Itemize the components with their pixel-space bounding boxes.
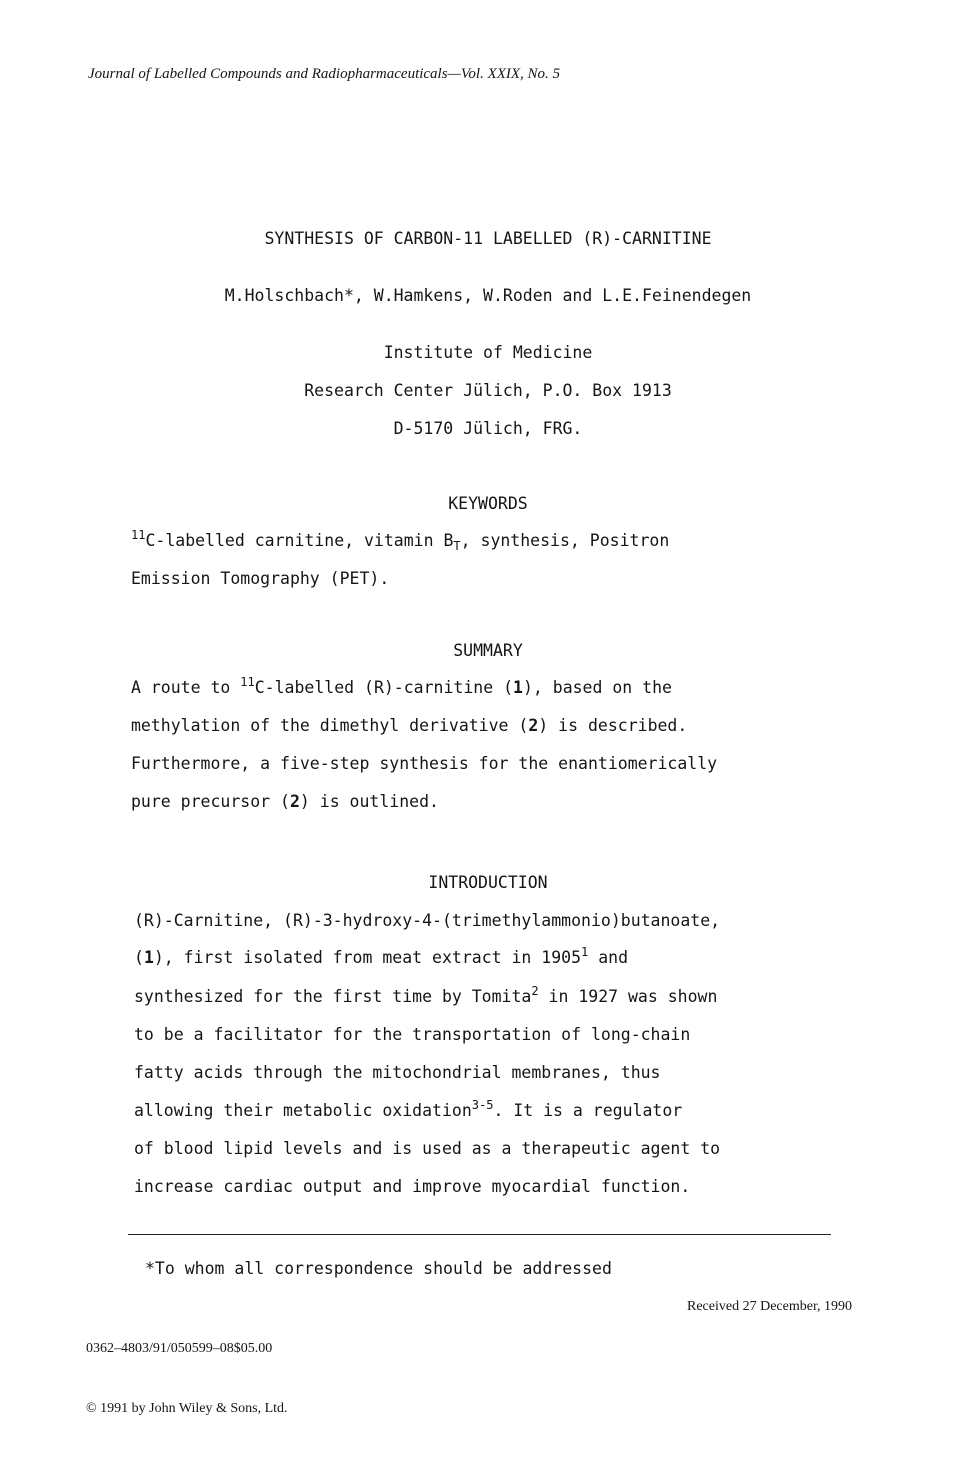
issn-code: 0362–4803/91/050599–08$05.00 — [86, 1341, 273, 1356]
intro-line: (R)-Carnitine, (R)-3-hydroxy-4-(trimethylammonio)butanoate, — [134, 911, 721, 930]
text-run: C-labelled carnitine, vitamin B — [145, 531, 454, 550]
compound-number: 1 — [513, 678, 523, 697]
keywords-line: Emission Tomography (PET). — [131, 569, 390, 588]
affiliation-line: Research Center Jülich, P.O. Box 1913 — [304, 381, 672, 400]
intro-line — [134, 945, 629, 967]
intro-line — [134, 984, 718, 1006]
summary-line: Furthermore, a five-step synthesis for the enantiomerically — [131, 754, 718, 773]
intro-line: to be a facilitator for the transportation of long-chain — [134, 1025, 691, 1044]
summary-line — [131, 675, 672, 697]
reference-superscript: 1 — [581, 945, 589, 959]
affiliation-line: Institute of Medicine — [383, 343, 593, 362]
superscript: 11 — [240, 675, 255, 689]
compound-number: 2 — [289, 792, 300, 811]
text-run: ( — [134, 948, 144, 967]
reference-superscript: 2 — [531, 984, 539, 998]
paper-title: SYNTHESIS OF CARBON-11 LABELLED (R)-CARNITINE — [264, 229, 712, 248]
keywords-line — [131, 528, 670, 553]
journal-header: Journal of Labelled Compounds and Radiopharmaceuticals—Vol. XXIX, No. 5 — [88, 66, 561, 82]
summary-line — [131, 792, 439, 811]
superscript: 11 — [131, 528, 146, 542]
author-list: M.Holschbach*, W.Hamkens, W.Roden and L.E.Feinendegen — [224, 286, 752, 305]
intro-line: of blood lipid levels and is used as a therapeutic agent to — [134, 1139, 721, 1158]
text-run: methylation of the dimethyl derivative ( — [131, 716, 529, 735]
text-run: ) is outlined. — [299, 792, 439, 811]
received-date: Received 27 December, 1990 — [687, 1299, 853, 1314]
affiliation-line: D-5170 Jülich, FRG. — [393, 419, 583, 438]
text-run: in 1927 was shown — [538, 987, 718, 1006]
text-run: A route to — [131, 678, 241, 697]
compound-number: 1 — [143, 948, 154, 967]
correspondence-footnote: *To whom all correspondence should be addressed — [145, 1259, 612, 1278]
keywords-heading: KEYWORDS — [448, 494, 528, 513]
compound-number: 2 — [528, 716, 539, 735]
introduction-heading: INTRODUCTION — [428, 873, 548, 892]
text-run: . It is a regulator — [493, 1101, 683, 1120]
text-run: ) is described. — [538, 716, 688, 735]
text-run: ), based on the — [522, 678, 672, 697]
copyright-notice: © 1991 by John Wiley & Sons, Ltd. — [86, 1401, 288, 1416]
text-run: synthesized for the first time by Tomita — [134, 987, 532, 1006]
text-run: allowing their metabolic oxidation — [134, 1101, 472, 1120]
intro-line: fatty acids through the mitochondrial membranes, thus — [134, 1063, 661, 1082]
intro-line — [134, 1098, 683, 1120]
text-run: , synthesis, Positron — [460, 531, 670, 550]
footnote-divider — [128, 1234, 831, 1235]
text-run: C-labelled (R)-carnitine ( — [254, 678, 514, 697]
footer-publication-info — [86, 1299, 288, 1439]
text-run: and — [588, 948, 629, 967]
summary-line — [131, 716, 687, 735]
reference-superscript: 3-5 — [471, 1098, 494, 1112]
text-run: ), first isolated from meat extract in 1905 — [153, 948, 582, 967]
text-run: pure precursor ( — [131, 792, 290, 811]
subscript: T — [453, 539, 461, 553]
intro-line: increase cardiac output and improve myocardial function. — [134, 1177, 691, 1196]
summary-heading: SUMMARY — [453, 641, 523, 660]
